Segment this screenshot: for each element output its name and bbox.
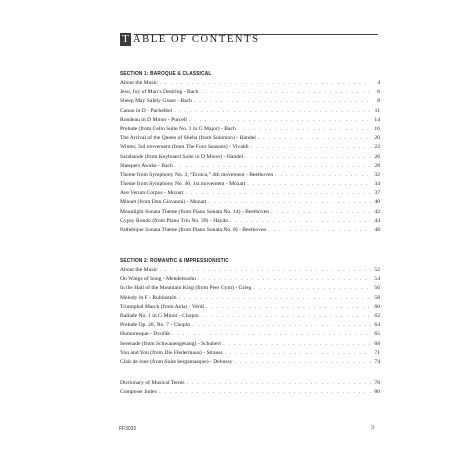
toc-entry-title: On Wings of Song - Mendelssohn (120, 276, 196, 283)
toc-entry[interactable] (120, 321, 380, 330)
toc-entry-page: 26 (374, 153, 380, 160)
dot-leader (158, 388, 371, 397)
toc-entry-title: Sarabande (from Keyboard Suite in D Minor) - Handel (120, 153, 244, 160)
toc-entry[interactable] (120, 143, 380, 152)
toc-entry-page: 20 (374, 135, 380, 142)
toc-entry-title: Theme from Symphony No. 40, 1st movement - Mozart (120, 181, 246, 188)
toc-entry-title: Prelude Op. 28, No. 7 - Chopin (120, 322, 191, 329)
dot-leader (159, 266, 371, 275)
toc-entry-title: The Arrival of the Queen of Sheba (from Solomon) - Handel (120, 135, 256, 142)
toc-entry-title: About the Music (120, 80, 158, 86)
toc-entry-title: Ballade No. 1 in G Minor - Chopin (120, 312, 199, 319)
toc-entry-title: Jesu, Joy of Man’s Desiring - Bach (120, 89, 199, 96)
dot-leader (244, 153, 371, 162)
dot-leader (197, 275, 371, 284)
toc-entry-title: Sheep May Safely Graze - Bach (120, 98, 192, 105)
toc-entry-title: Canon in D - Pachelbel (120, 107, 173, 114)
dot-leader (191, 321, 371, 330)
toc-entry[interactable] (120, 134, 380, 143)
toc-entry[interactable] (120, 189, 380, 198)
dot-leader (188, 116, 371, 125)
toc-entry[interactable] (120, 153, 380, 162)
toc-entry[interactable] (120, 388, 380, 397)
toc-entry-page: 6 (377, 89, 380, 96)
dot-leader (222, 340, 371, 349)
toc-entry-title: Triumphal March (from Aida) - Verdi (120, 303, 205, 310)
toc-entry-page: 58 (374, 294, 380, 301)
toc-entry-page: 40 (374, 199, 380, 206)
dot-leader (252, 284, 371, 293)
toc-entry-title: Ave Verum Corpus - Mozart (120, 190, 184, 197)
dot-leader (171, 330, 371, 339)
toc-entry[interactable] (120, 162, 380, 171)
dot-leader (229, 217, 371, 226)
toc-entry[interactable] (120, 116, 380, 125)
dot-leader (186, 379, 371, 388)
toc-entry[interactable] (120, 217, 380, 226)
toc-entry-page: 34 (374, 181, 380, 188)
toc-entry-title: Winter, 3rd movement (from The Four Seasons) - Vivaldi (120, 144, 249, 151)
toc-entry-title: Melody in F - Rubinstein (120, 294, 177, 301)
toc-entry-title: Sheepers Awake - Bach (120, 162, 173, 169)
toc-entry-page: 71 (374, 349, 380, 356)
toc-entry-page: 54 (374, 276, 380, 283)
toc-entry-page: 52 (374, 267, 380, 273)
toc-entry-page: 44 (374, 217, 380, 224)
dot-leader (200, 312, 371, 321)
toc-entry[interactable] (120, 107, 380, 116)
toc-entry-page: 62 (374, 312, 380, 319)
dot-leader (159, 79, 371, 88)
toc-title-block (120, 32, 378, 62)
toc-entry-page: 28 (374, 162, 380, 169)
page-title: ABLE OF CONTENTS (133, 34, 260, 45)
toc-entry-page: 11 (374, 107, 380, 114)
toc-entry[interactable] (120, 284, 380, 293)
section-1-heading: SECTION 1: BAROQUE & CLASSICAL (120, 71, 212, 77)
dot-leader (246, 180, 371, 189)
toc-entry-page: 60 (374, 303, 380, 310)
toc-entry-page: 4 (377, 80, 380, 86)
toc-entry[interactable] (120, 349, 380, 358)
dot-leader (205, 303, 371, 312)
page-number: 3 (371, 425, 374, 431)
toc-entry-page: 22 (374, 144, 380, 151)
toc-entry-page: 8 (377, 98, 380, 105)
toc-entry-page: 14 (374, 116, 380, 123)
toc-entry[interactable] (120, 303, 380, 312)
section-2-heading: SECTION 2: ROMANTIC & IMPRESSIONISTIC (120, 258, 229, 264)
toc-entry[interactable] (120, 358, 380, 367)
toc-entry[interactable] (120, 312, 380, 321)
section-1-list (120, 79, 380, 235)
toc-entry-title: Rondeau in D Minor - Purcell (120, 116, 187, 123)
toc-entry-title: Theme from Symphony No. 3, “Eroica,” 4th movement - Beethoven (120, 171, 274, 178)
dot-leader (224, 349, 371, 358)
toc-entry-title: In the Hall of the Mountain King (from Peer Gynt) - Grieg (120, 285, 252, 292)
toc-entry-title: Humoresque - Dvořák (120, 331, 171, 338)
toc-entry-page: 74 (374, 358, 380, 365)
toc-entry[interactable] (120, 125, 380, 134)
toc-entry-page: 78 (374, 380, 380, 386)
dot-leader (257, 134, 371, 143)
toc-entry-title: Gypsy Rondo (from Piano Trio No. 39) - Haydn (120, 217, 228, 224)
section-2-list (120, 266, 380, 367)
toc-entry[interactable] (120, 340, 380, 349)
toc-entry-page: 65 (374, 331, 380, 338)
title-initial-box: T (120, 33, 131, 46)
toc-entry-page: 37 (374, 190, 380, 197)
toc-entry[interactable] (120, 379, 380, 388)
toc-entry-page: 64 (374, 322, 380, 329)
toc-entry-title: Moonlight Sonata Theme (from Piano Sonata No. 14) - Beethoven (120, 208, 270, 215)
dot-leader (174, 162, 371, 171)
toc-entry[interactable] (120, 79, 380, 88)
toc-entry[interactable] (120, 208, 380, 217)
toc-entry[interactable] (120, 88, 380, 97)
dot-leader (207, 198, 371, 207)
toc-entry[interactable] (120, 97, 380, 106)
dot-leader (274, 171, 371, 180)
toc-entry[interactable] (120, 226, 380, 235)
toc-entry-title: Composer Index (120, 389, 158, 396)
toc-entry[interactable] (120, 180, 380, 189)
dot-leader (193, 97, 371, 106)
catalog-code: FF3032 (119, 426, 137, 432)
dot-leader (267, 226, 371, 235)
toc-entry[interactable] (120, 171, 380, 180)
toc-entry[interactable] (120, 266, 380, 275)
dot-leader (178, 294, 371, 303)
back-matter-list (120, 379, 380, 397)
toc-entry[interactable] (120, 294, 380, 303)
toc-entry-title: Minuet (from Don Giovanni) - Mozart (120, 199, 207, 206)
dot-leader (270, 208, 371, 217)
toc-entry-title: About the Music (120, 267, 158, 273)
toc-entry-page: 80 (374, 389, 380, 396)
toc-entry[interactable] (120, 330, 380, 339)
toc-entry-page: 16 (374, 125, 380, 132)
dot-leader (234, 358, 371, 367)
toc-entry-page: 42 (374, 208, 380, 215)
dot-leader (237, 125, 371, 134)
toc-entry-title: Serenade (from Schwanengesang) - Schubert (120, 340, 221, 347)
toc-entry-title: Clair de lune (from Suite bergamasque) - Debussy (120, 358, 233, 365)
dot-leader (173, 107, 371, 116)
toc-entry-title: Prelude (from Cello Suite No. 1 in G Major) - Bach (120, 125, 236, 132)
toc-entry[interactable] (120, 275, 380, 284)
toc-entry-page: 32 (374, 171, 380, 178)
toc-entry-page: 48 (374, 227, 380, 233)
dot-leader (185, 189, 372, 198)
toc-entry[interactable] (120, 198, 380, 207)
dot-leader (250, 143, 371, 152)
toc-entry-page: 68 (374, 340, 380, 347)
toc-entry-title: You and You (from Die Fledermaus) - Strauss (120, 349, 223, 356)
toc-entry-title: Pathétique Sonata Theme (from Piano Sonata No. 8) - Beethoven (120, 227, 267, 233)
toc-entry-title: Dictionary of Musical Terms (120, 380, 185, 386)
toc-entry-page: 56 (374, 285, 380, 292)
dot-leader (199, 88, 371, 97)
